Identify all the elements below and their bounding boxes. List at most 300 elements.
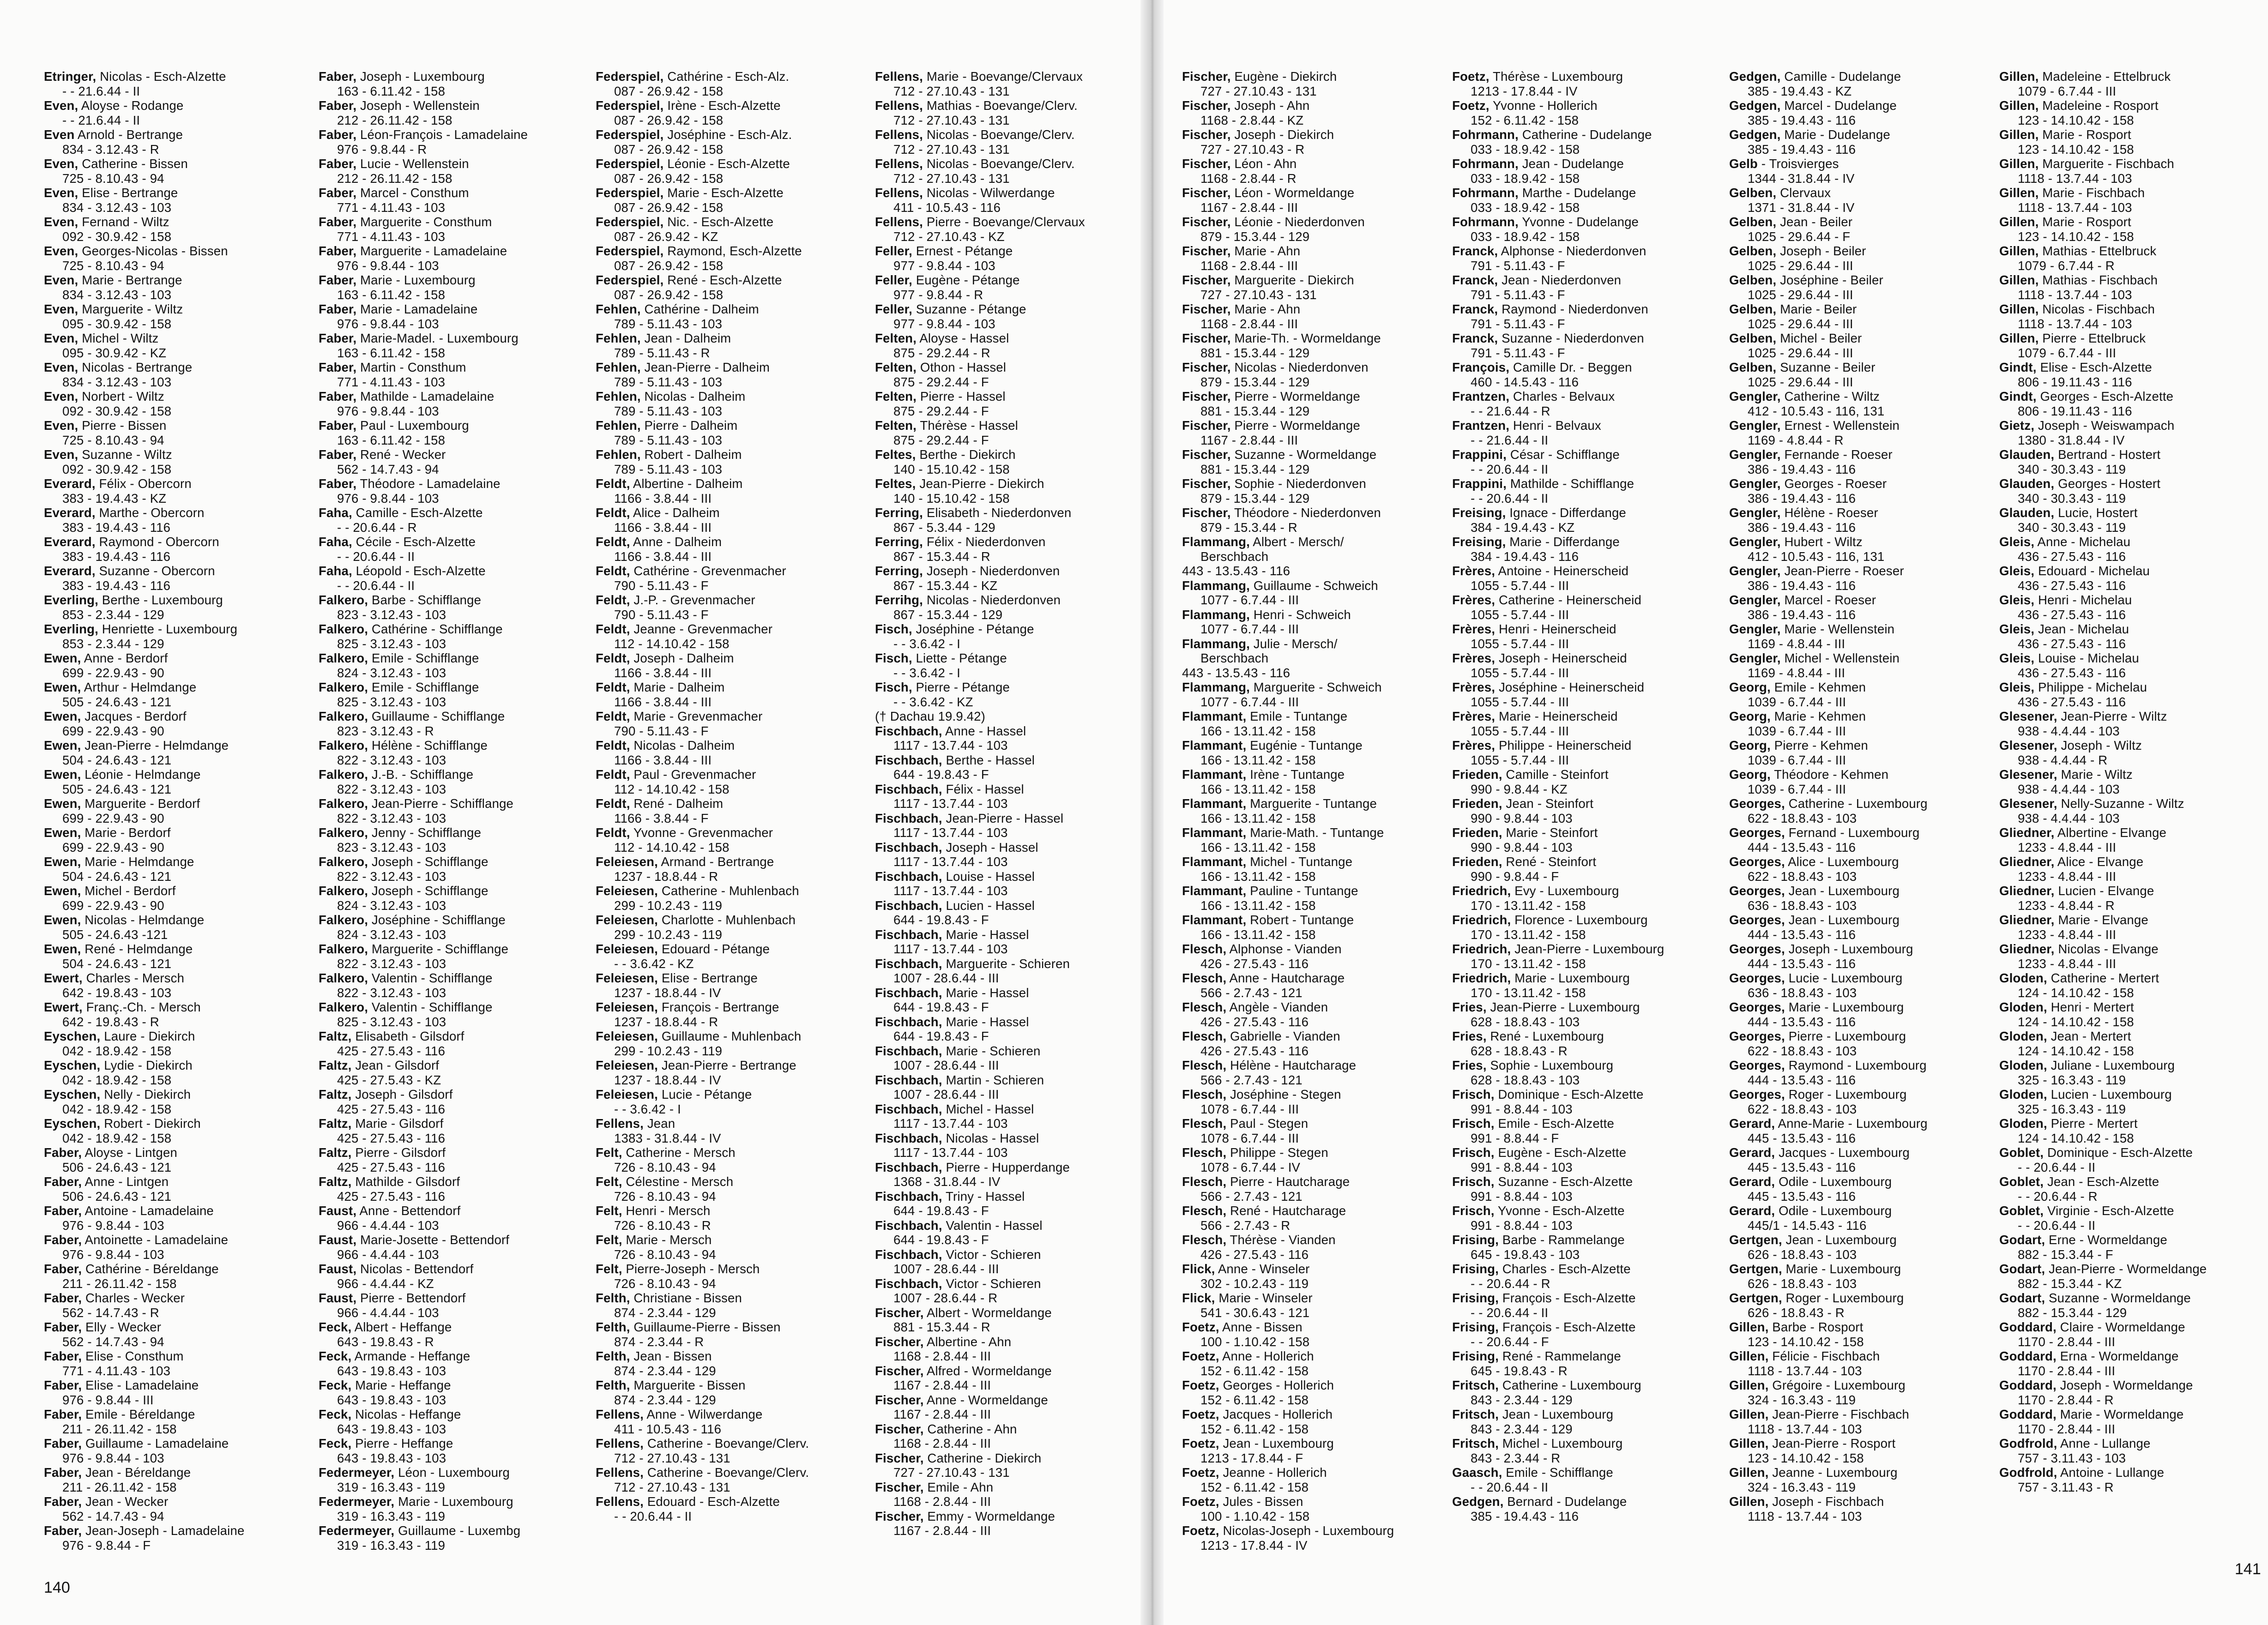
entry-given-name-place: Camille - Esch-Alzette [352, 506, 483, 520]
list-item [319, 767, 582, 796]
entry-surname: Feleiesen, [596, 1029, 658, 1043]
entry-surname: Everard, [44, 476, 96, 491]
entry-detail: 100 - 1.10.42 - 158 [1200, 1509, 1310, 1523]
entry-given-name-place: Mathilde - Schifflange [1506, 476, 1635, 491]
entry-given-name-place: Joseph - Dalheim [630, 651, 734, 665]
entry-given-name-place: Anne - Hassel [942, 723, 1026, 738]
entry-given-name-place: Cécile - Esch-Alzette [352, 535, 476, 549]
entry-detail: 622 - 18.8.43 - 103 [1748, 869, 1857, 884]
entry-name-line [1729, 913, 1992, 927]
entry-name-line [596, 506, 859, 520]
list-item [1999, 331, 2262, 360]
entry-name-line [1999, 476, 2262, 491]
entry-name-line [1182, 1523, 1445, 1538]
entry-detail: 938 - 4.4.44 - 103 [2018, 811, 2120, 825]
entry-name-line [875, 331, 1138, 346]
entry-surname: Gengler, [1729, 535, 1781, 549]
entry-name-line [596, 942, 859, 957]
entry-given-name-place: Nicolas - Hassel [942, 1131, 1039, 1145]
list-item [875, 753, 1138, 782]
entry-given-name-place: Jean-Pierre - Schifflange [368, 796, 514, 811]
entry-name-line [1729, 69, 1992, 84]
entry-surname: Friedrich, [1452, 884, 1511, 898]
entry-detail: 790 - 5.11.43 - F [614, 607, 709, 622]
list-item [1999, 767, 2262, 796]
entry-surname: Falkero, [319, 680, 368, 694]
list-item [44, 1058, 307, 1087]
entry-given-name-place: Armande - Heffange [351, 1349, 470, 1363]
entry-detail: 882 - 15.3.44 - 129 [2018, 1305, 2127, 1320]
entry-detail: 1170 - 2.8.44 - R [2018, 1392, 2114, 1407]
entry-detail: 302 - 10.2.43 - 119 [1200, 1276, 1309, 1291]
entry-given-name-place: Juliane - Luxembourg [2047, 1058, 2175, 1072]
list-item [319, 913, 582, 942]
entry-name-line [596, 186, 859, 200]
entry-name-line [1999, 302, 2262, 317]
entry-name-line [1999, 855, 2262, 869]
entry-detail: 712 - 27.10.43 - 131 [893, 171, 1010, 186]
entry-name-line [1452, 360, 1715, 375]
entry-given-name-place: Léon - Luxembourg [394, 1465, 510, 1480]
list-item [875, 476, 1138, 506]
entry-detail: 712 - 27.10.43 - 131 [614, 1450, 730, 1465]
entry-given-name-place: René - Wecker [356, 447, 446, 462]
entry-detail: 425 - 27.5.43 - 116 [337, 1101, 446, 1116]
list-item [875, 418, 1138, 447]
entry-given-name-place: Albertine - Dalheim [630, 476, 743, 491]
list-item [1452, 1494, 1715, 1523]
entry-surname: Ferring, [875, 564, 923, 578]
entry-given-name-place: Emile - Schifflange [1502, 1465, 1613, 1480]
entry-given-name-place: Anne - Wormeldange [923, 1392, 1048, 1407]
entry-surname: Frieden, [1452, 825, 1502, 840]
entry-name-line [875, 1160, 1138, 1175]
entry-surname: Fehlen, [596, 447, 641, 462]
list-item [1999, 1233, 2262, 1262]
column-7 [1729, 69, 1992, 1523]
entry-detail: - - 20.6.44 - II [2018, 1218, 2096, 1233]
entry-name-line [1729, 767, 1992, 782]
entry-detail: 991 - 8.8.44 - F [1471, 1131, 1559, 1145]
entry-surname: Feldt, [596, 680, 630, 694]
entry-surname: Feldt, [596, 825, 630, 840]
entry-detail: 1118 - 13.7.44 - 103 [1748, 1509, 1862, 1523]
entry-detail: 1233 - 4.8.44 - R [2018, 898, 2115, 913]
entry-detail: 1117 - 13.7.44 - 103 [893, 942, 1008, 956]
entry-surname: Georg, [1729, 767, 1771, 782]
entry-surname: Gloden, [1999, 1087, 2047, 1101]
entry-name-line [875, 186, 1138, 200]
entry-surname: Georges, [1729, 884, 1785, 898]
entry-detail: 042 - 18.9.42 - 158 [62, 1072, 172, 1087]
list-item [1182, 971, 1445, 1000]
entry-given-name-place: René - Steinfort [1502, 855, 1597, 869]
entry-given-name-place: Erna - Wormeldange [2056, 1349, 2179, 1363]
entry-detail: 445 - 13.5.43 - 116 [1748, 1131, 1856, 1145]
entry-given-name-place: - Troisvierges [1757, 156, 1839, 171]
entry-surname: Fischer, [875, 1421, 924, 1436]
entry-detail: 1233 - 4.8.44 - III [2018, 869, 2117, 884]
entry-detail: 1007 - 28.6.44 - III [893, 1262, 999, 1276]
entry-detail: 771 - 4.11.43 - 103 [337, 200, 446, 215]
entry-detail: 1025 - 29.6.44 - III [1748, 316, 1853, 331]
entry-given-name-place: Joséphine - Stegen [1226, 1087, 1341, 1101]
list-item [875, 69, 1138, 98]
list-item [319, 418, 582, 447]
entry-detail: 1055 - 5.7.44 - III [1471, 665, 1569, 680]
entry-name-line [319, 244, 582, 259]
entry-surname: Fischer, [1182, 302, 1231, 316]
entry-surname: Everling, [44, 593, 98, 607]
list-item [1452, 1145, 1715, 1174]
entry-name-line [1729, 564, 1992, 578]
entry-name-line [1452, 1494, 1715, 1509]
entry-name-line [1999, 593, 2262, 608]
entry-name-line [1452, 476, 1715, 491]
entry-name-line [1182, 1058, 1445, 1073]
entry-given-name-place: Pierre - Luxembourg [1785, 1029, 1906, 1043]
entry-detail: 042 - 18.9.42 - 158 [62, 1043, 172, 1058]
entry-given-name-place: Philippe - Stegen [1226, 1145, 1328, 1160]
entry-surname: Glauden, [1999, 506, 2055, 520]
entry-detail: 212 - 26.11.42 - 158 [337, 113, 452, 127]
entry-detail: 152 - 6.11.42 - 158 [1200, 1421, 1309, 1436]
list-item [596, 622, 859, 651]
entry-detail: 712 - 27.10.43 - 131 [893, 113, 1010, 127]
entry-surname: Eyschen, [44, 1029, 101, 1043]
entry-surname: Gillen, [1999, 302, 2039, 316]
entry-name-line [44, 651, 307, 666]
entry-detail: 1007 - 28.6.44 - III [893, 971, 999, 985]
entry-surname: Feldt, [596, 593, 630, 607]
entry-detail: 1167 - 2.8.44 - III [1200, 200, 1298, 215]
entry-name-line [875, 1218, 1138, 1233]
entry-given-name-place: Joseph - Fischbach [1768, 1494, 1884, 1509]
entry-name-line [1999, 360, 2262, 375]
entry-name-line [319, 1262, 582, 1276]
entry-detail: 622 - 18.8.43 - 103 [1748, 1101, 1857, 1116]
list-item [44, 1291, 307, 1320]
entry-given-name-place: François - Esch-Alzette [1498, 1291, 1636, 1305]
entry-detail: - - 20.6.44 - F [1471, 1334, 1549, 1349]
entry-name-line [1452, 1262, 1715, 1276]
entry-name-line [1729, 855, 1992, 869]
entry-name-line [1999, 913, 2262, 927]
entry-name-line [319, 156, 582, 171]
entry-surname: Foetz, [1452, 98, 1490, 113]
list-item [1729, 738, 1992, 767]
entry-surname: Foetz, [1182, 1320, 1219, 1334]
entry-detail: - - 21.6.44 - II [62, 84, 140, 98]
entry-surname: Even, [44, 302, 78, 316]
entry-given-name-place: Claire - Wormeldange [2056, 1320, 2185, 1334]
list-item [875, 127, 1138, 156]
entry-surname: Glauden, [1999, 476, 2055, 491]
entry-given-name-place: Eugène - Diekirch [1231, 69, 1337, 84]
list-item [875, 622, 1138, 651]
entry-surname: Ewen, [44, 796, 81, 811]
list-item [1452, 1320, 1715, 1349]
entry-detail: 1118 - 13.7.44 - 103 [2018, 316, 2132, 331]
entry-surname: Fischer, [1182, 331, 1231, 345]
entry-detail: 152 - 6.11.42 - 158 [1200, 1363, 1309, 1378]
entry-surname: Falkero, [319, 738, 368, 752]
entry-detail: 1169 - 4.8.44 - III [1748, 665, 1846, 680]
entry-detail: 1055 - 5.7.44 - III [1471, 636, 1569, 651]
entry-name-line [1182, 971, 1445, 986]
list-item [1452, 1291, 1715, 1320]
entry-given-name-place: Georges-Nicolas - Bissen [78, 244, 228, 258]
list-item [1999, 1465, 2262, 1494]
entry-given-name-place: Joseph - Wormeldange [2056, 1378, 2193, 1392]
list-item [319, 971, 582, 1000]
entry-surname: Fischer, [1182, 244, 1231, 258]
list-item [1999, 1116, 2262, 1145]
entry-name-line [1999, 389, 2262, 404]
entry-detail: 087 - 26.9.42 - KZ [614, 229, 718, 244]
entry-name-line [875, 476, 1138, 491]
entry-detail: 506 - 24.6.43 - 121 [62, 1189, 172, 1204]
entry-surname: Frieden, [1452, 796, 1502, 811]
entry-given-name-place: Jean - Luxembourg [1785, 884, 1900, 898]
entry-given-name-place: Pierre - Pétange [912, 680, 1010, 694]
list-item [44, 884, 307, 913]
list-item [1182, 942, 1445, 971]
entry-surname: Gengler, [1729, 622, 1781, 636]
list-item [875, 156, 1138, 186]
entry-name-line [44, 418, 307, 433]
entry-given-name-place: Emile - Schifflange [368, 680, 479, 694]
entry-name-line [44, 1320, 307, 1335]
entry-detail: 140 - 15.10.42 - 158 [893, 462, 1010, 476]
entry-surname: Faust, [319, 1291, 357, 1305]
entry-detail: 170 - 13.11.42 - 158 [1471, 956, 1586, 971]
entry-name-line [1182, 302, 1445, 317]
list-item [1182, 709, 1445, 738]
entry-surname: Federspiel, [596, 98, 664, 113]
entry-surname: Frappini, [1452, 447, 1507, 462]
entry-surname: Fischer, [875, 1480, 924, 1494]
entry-given-name-place: Philippe - Heinerscheid [1495, 738, 1632, 752]
entry-name-line [319, 331, 582, 346]
entry-surname: Gliedner, [1999, 942, 2055, 956]
entry-given-name-place: Triny - Hassel [942, 1189, 1025, 1204]
entry-surname: Faber, [319, 302, 357, 316]
entry-name-line [1182, 1233, 1445, 1247]
entry-detail: 444 - 13.5.43 - 116 [1748, 927, 1856, 942]
list-item [44, 855, 307, 884]
entry-name-line [319, 1116, 582, 1131]
entry-given-name-place: Nicolas - Bertrange [78, 360, 193, 374]
entry-surname: Gleis, [1999, 593, 2035, 607]
entry-surname: Ewen, [44, 680, 81, 694]
entry-name-line [319, 186, 582, 200]
list-item [1999, 709, 2262, 738]
list-item [44, 418, 307, 447]
list-item [1452, 1378, 1715, 1407]
entry-surname: Flammang, [1182, 636, 1250, 651]
entry-given-name-place: Emile - Kehmen [1770, 680, 1866, 694]
list-item [44, 1436, 307, 1465]
entry-name-line [875, 360, 1138, 375]
entry-name-line [1999, 767, 2262, 782]
entry-detail: 504 - 24.6.43 - 121 [62, 956, 172, 971]
entry-given-name-place: Pierre-Joseph - Mersch [622, 1262, 760, 1276]
list-item [44, 476, 307, 506]
entry-name-line [319, 680, 582, 695]
entry-given-name-place: Lucien - Luxembourg [2047, 1087, 2172, 1101]
entry-surname: Frisch, [1452, 1204, 1495, 1218]
list-item [1182, 796, 1445, 825]
entry-given-name-place: Marie - Fischbach [2039, 186, 2145, 200]
entry-name-line [1729, 156, 1992, 171]
entry-surname: Gedgen, [1729, 127, 1781, 142]
entry-given-name-place: Joseph - Hassel [942, 840, 1038, 855]
entry-detail: 1055 - 5.7.44 - III [1471, 694, 1569, 709]
entry-detail: 879 - 15.3.44 - 129 [1200, 229, 1310, 244]
list-item [319, 825, 582, 855]
entry-detail: 426 - 27.5.43 - 116 [1200, 1014, 1309, 1029]
list-item [1182, 1465, 1445, 1494]
entry-surname: Fischer, [1182, 98, 1231, 113]
entry-surname: Faha, [319, 564, 352, 578]
entry-given-name-place: Guillaume - Lamadelaine [82, 1436, 229, 1450]
entry-given-name-place: Marie - Hassel [942, 1014, 1029, 1029]
entry-name-line [1999, 564, 2262, 578]
list-item [596, 331, 859, 360]
entry-given-name-place: Virginie - Esch-Alzette [2044, 1204, 2174, 1218]
entry-surname: Gliedner, [1999, 913, 2055, 927]
entry-surname: Gleis, [1999, 651, 2035, 665]
entry-surname: Faber, [319, 418, 357, 433]
entry-surname: Felt, [596, 1233, 622, 1247]
entry-detail: 1025 - 29.6.44 - III [1748, 258, 1853, 273]
entry-detail: 505 - 24.6.43 - 121 [62, 694, 172, 709]
entry-name-line [1452, 1233, 1715, 1247]
entry-detail: 875 - 29.2.44 - F [893, 403, 989, 418]
entry-surname: Gillen, [1729, 1436, 1769, 1450]
entry-detail: 991 - 8.8.44 - 103 [1471, 1160, 1573, 1174]
list-item [596, 942, 859, 971]
entry-name-line [1182, 1465, 1445, 1480]
entry-name-line [875, 156, 1138, 171]
entry-given-name-place: Jean - Bissen [630, 1349, 712, 1363]
entry-given-name-place: Marie - Hassel [942, 927, 1029, 942]
entry-given-name-place: Jean [644, 1116, 676, 1131]
entry-name-line [1182, 418, 1445, 433]
entry-given-name-place: Thérèse - Hassel [917, 418, 1018, 433]
entry-detail: 166 - 13.11.42 - 158 [1200, 782, 1316, 796]
entry-name-line [1182, 884, 1445, 898]
entry-detail: 087 - 26.9.42 - 158 [614, 287, 724, 302]
entry-detail: 881 - 15.3.44 - 129 [1200, 403, 1310, 418]
entry-name-line [596, 651, 859, 666]
entry-surname: Glesener, [1999, 709, 2057, 723]
entry-name-line [596, 273, 859, 288]
list-item [875, 680, 1138, 709]
entry-name-line [875, 840, 1138, 855]
entry-given-name-place: Nicolas - Helmdange [81, 913, 205, 927]
list-item [875, 1015, 1138, 1044]
entry-surname: Even, [44, 447, 78, 462]
entry-given-name-place: Joseph - Niederdonven [923, 564, 1060, 578]
entry-surname: Gillen, [1729, 1494, 1769, 1509]
entry-surname: Flammant, [1182, 738, 1247, 752]
list-item [44, 389, 307, 418]
entry-surname: Foetz, [1182, 1494, 1219, 1509]
entry-detail: - - 20.6.44 - II [337, 578, 415, 593]
entry-detail: 966 - 4.4.44 - 103 [337, 1305, 439, 1320]
list-item [875, 1364, 1138, 1393]
list-item [1452, 738, 1715, 767]
entry-name-line [44, 942, 307, 957]
entry-name-line [875, 535, 1138, 549]
entry-detail: 643 - 19.8.43 - 103 [337, 1392, 446, 1407]
entry-name-line [1452, 1204, 1715, 1218]
list-item [1999, 1291, 2262, 1320]
list-item [1182, 1523, 1445, 1553]
entry-surname: Faber, [319, 127, 357, 142]
entry-name-line [875, 418, 1138, 433]
entry-surname: Fehlen, [596, 331, 641, 345]
entry-name-line [319, 855, 582, 869]
entry-surname: Flammang, [1182, 578, 1250, 593]
entry-name-line [1999, 1262, 2262, 1276]
entry-name-line [1182, 476, 1445, 491]
entry-surname: Felth, [596, 1291, 630, 1305]
list-item [44, 1087, 307, 1116]
entry-detail: 824 - 3.12.43 - 103 [337, 898, 446, 913]
list-item [1999, 69, 2262, 98]
entry-given-name-place: Thérèse - Luxembourg [1489, 69, 1623, 84]
entry-surname: Even, [44, 360, 78, 374]
entry-surname: Frising, [1452, 1291, 1499, 1305]
entry-name-line [1999, 1204, 2262, 1218]
entry-detail: 1168 - 2.8.44 - III [893, 1436, 991, 1450]
list-item [1182, 273, 1445, 302]
entry-surname: Gertgen, [1729, 1291, 1782, 1305]
entry-given-name-place: Marguerite - Wiltz [78, 302, 183, 316]
list-item [319, 1174, 582, 1204]
entry-name-line [319, 1174, 582, 1189]
entry-given-name-place: Mathias - Ettelbruck [2039, 244, 2157, 258]
entry-name-line [44, 680, 307, 695]
entry-given-name-place: Catherine - Diekirch [923, 1450, 1042, 1465]
entry-name-line [596, 302, 859, 317]
entry-surname: Fellens, [875, 69, 923, 84]
list-item [44, 1262, 307, 1291]
entry-given-name-place: Jean-Pierre - Roeser [1780, 564, 1904, 578]
entry-given-name-place: Robert - Tuntange [1246, 913, 1354, 927]
entry-name-line [1452, 884, 1715, 898]
entry-surname: Gillen, [1999, 215, 2039, 229]
entry-detail: 325 - 16.3.43 - 119 [2018, 1101, 2126, 1116]
entry-name-line [1452, 1058, 1715, 1073]
entry-name-line [875, 1480, 1138, 1495]
entry-detail: 324 - 16.3.43 - 119 [1748, 1392, 1856, 1407]
entry-detail: 867 - 5.3.44 - 129 [893, 520, 995, 535]
entry-detail: 867 - 15.3.44 - R [893, 549, 990, 564]
list-item [1729, 1029, 1992, 1058]
entry-given-name-place: Paul - Stegen [1226, 1116, 1309, 1131]
entry-detail: 166 - 13.11.42 - 158 [1200, 927, 1316, 942]
entry-name-line [319, 1233, 582, 1247]
list-item [1452, 476, 1715, 506]
entry-detail: 211 - 26.11.42 - 158 [62, 1276, 177, 1291]
entry-name-line [1452, 244, 1715, 259]
entry-given-name-place: Marie - Grevenmacher [630, 709, 763, 723]
entry-given-name-place: Hélène - Schifflange [368, 738, 488, 752]
